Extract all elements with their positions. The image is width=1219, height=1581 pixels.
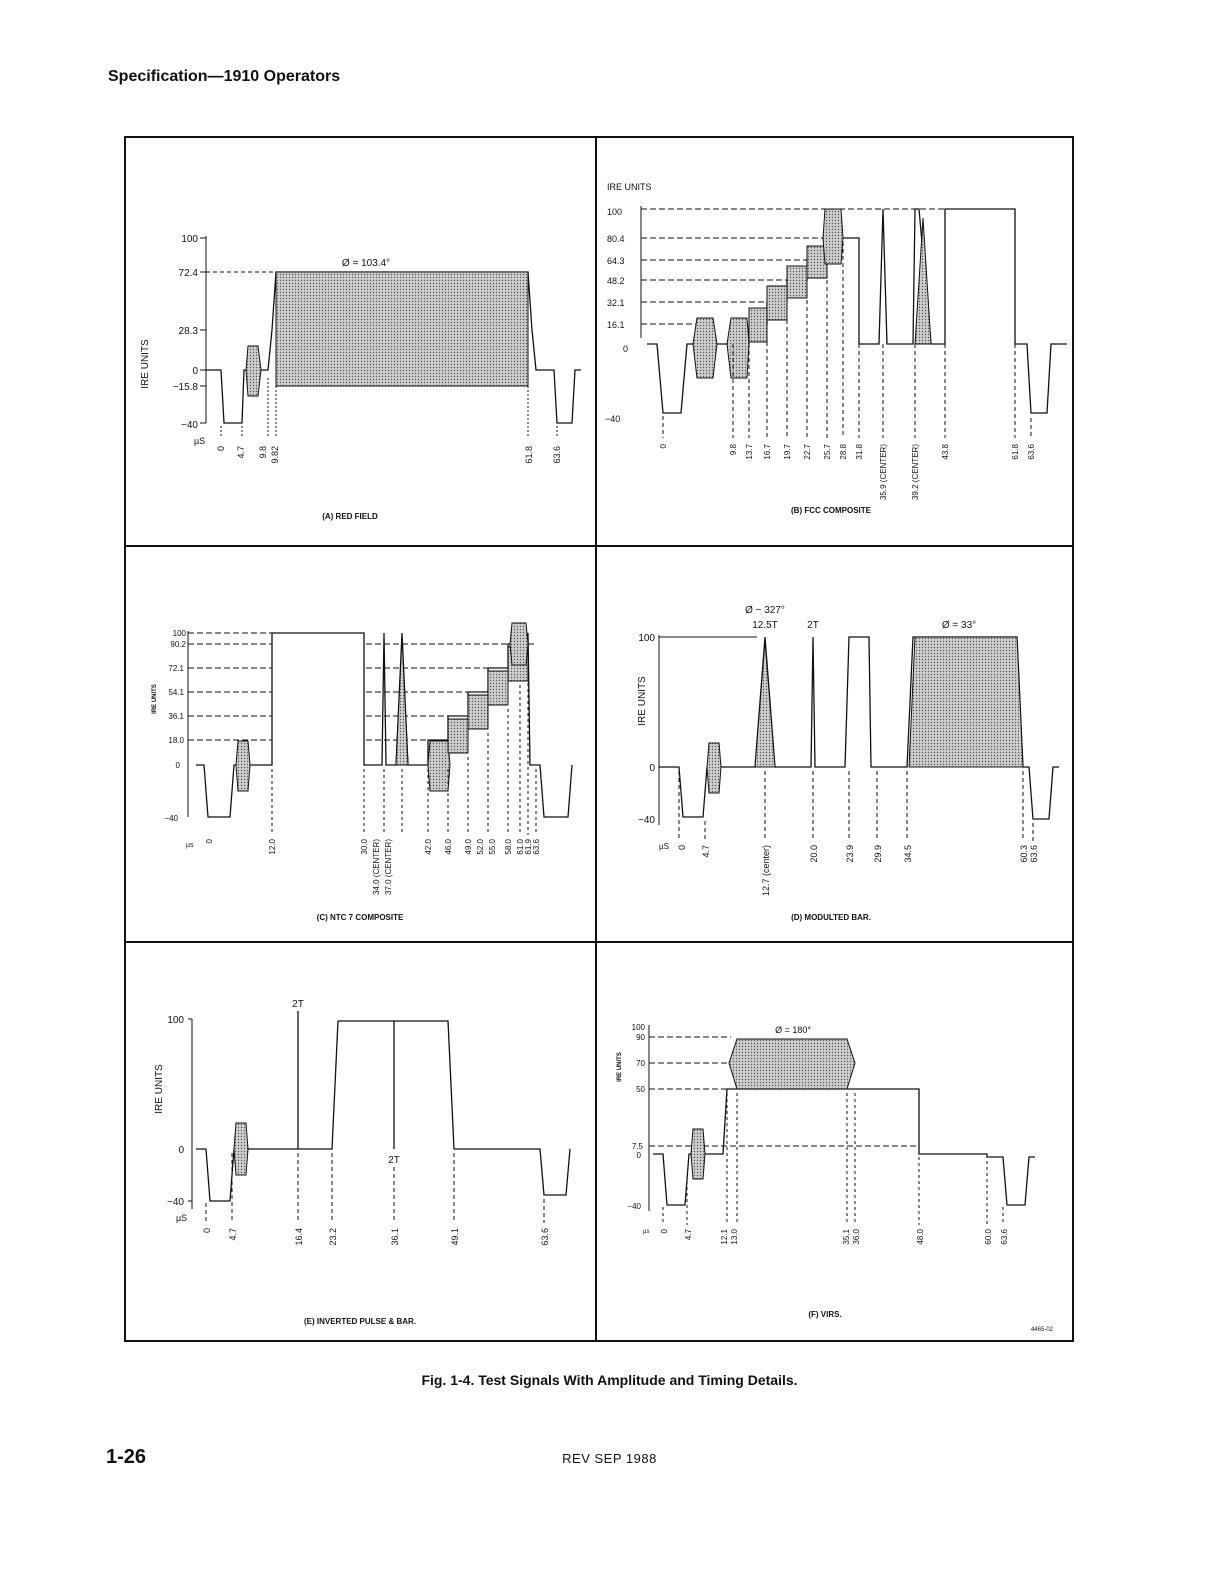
panel-c-ytick-18-0: 18.0 (168, 736, 184, 745)
panel-b-xtick-61-8: 61.8 (1011, 444, 1020, 460)
panel-d-phase-label-2: Ø = 33° (941, 620, 977, 631)
panel-e-y-axis-label: IRE UNITS (154, 1064, 165, 1114)
panel-b-xtick-35-9: 35.9 (CENTER) (879, 444, 888, 501)
panel-e-xtick-23-2: 23.2 (328, 1228, 338, 1246)
panel-e-xtick-63-6: 63.6 (540, 1228, 550, 1246)
panel-f-x-unit: µs (643, 1229, 650, 1235)
panel-c-xtick-37-0: 37.0 (CENTER) (384, 839, 393, 896)
panel-f-xtick-48-0: 48.0 (916, 1229, 925, 1245)
panel-e-xtick-4-7: 4.7 (228, 1228, 238, 1241)
panel-d-phase-label-1: Ø − 327° (745, 605, 785, 616)
panel-b-ytick-48-2: 48.2 (607, 276, 625, 286)
panel-a-xtick-0: 0 (216, 446, 226, 452)
page-number: 1-26 (106, 1446, 147, 1468)
panel-f-xtick-35-1: 35.1 (842, 1229, 851, 1245)
panel-d-xtick-23-9: 23.9 (845, 845, 855, 863)
panel-c-ytick-neg40: −40 (164, 814, 178, 823)
panel-b-xtick-9-8: 9.8 (729, 444, 738, 456)
panel-d-xtick-4-7: 4.7 (701, 845, 711, 858)
figure-frame (124, 136, 1074, 1342)
panel-c-title: (C) NTC 7 COMPOSITE (316, 913, 404, 922)
panel-b-xtick-28-8: 28.8 (839, 444, 848, 460)
panel-d-xtick-29-9: 29.9 (873, 845, 883, 863)
panel-d-xtick-0: 0 (677, 845, 687, 851)
panel-b-xtick-0: 0 (659, 444, 668, 449)
panel-c-xtick-58-0: 58.0 (504, 839, 513, 855)
panel-f-xtick-36-0: 36.0 (852, 1229, 861, 1245)
panel-c-ytick-72-1: 72.1 (168, 664, 184, 673)
panel-b-y-axis-label: IRE UNITS (607, 182, 652, 192)
panel-d-ytick-neg40: −40 (638, 815, 655, 826)
panel-a-ytick-100: 100 (181, 234, 198, 245)
panel-f-virs (597, 943, 1074, 1342)
page-header: Specification—1910 Operators (108, 68, 341, 85)
panel-c-xtick-61-9: 61.9 (524, 839, 533, 855)
panel-c-ytick-54-1: 54.1 (168, 688, 184, 697)
panel-f-ytick-90: 90 (636, 1033, 645, 1042)
panel-a-ytick-neg40: −40 (181, 420, 198, 431)
panel-f-xtick-4-7: 4.7 (684, 1229, 693, 1241)
panel-c-x-unit: µs (186, 842, 194, 849)
panel-c-ntc7-composite (126, 547, 595, 941)
panel-f-xtick-13-0: 13.0 (730, 1229, 739, 1245)
panel-c-xtick-46-0: 46.0 (444, 839, 453, 855)
figure-caption: Fig. 1-4. Test Signals With Amplitude and Timing Details. (421, 1372, 798, 1388)
panel-e-ytick-100: 100 (167, 1015, 184, 1026)
panel-c-xtick-30-0: 30.0 (360, 839, 369, 855)
panel-d-x-unit: µS (659, 842, 669, 851)
panel-a-title: (A) RED FIELD (322, 512, 378, 521)
panel-e-xtick-0: 0 (202, 1228, 212, 1234)
panel-c-ytick-0: 0 (175, 761, 180, 770)
panel-e-title: (E) INVERTED PULSE & BAR. (303, 1317, 417, 1326)
panel-f-ytick-neg40: −40 (627, 1202, 641, 1211)
panel-b-xtick-63-6: 63.6 (1027, 444, 1036, 460)
panel-b-xtick-19-7: 19.7 (783, 444, 792, 460)
panel-f-drawing-number: 4465-02 (1030, 1327, 1053, 1333)
panel-f-ytick-0: 0 (636, 1151, 641, 1160)
panel-f-phase-label: Ø = 180° (775, 1025, 811, 1035)
panel-f-ytick-70: 70 (636, 1059, 645, 1068)
panel-d-pulse-label-2t: 2T (807, 620, 819, 631)
panel-a-chroma-bar (276, 272, 528, 386)
panel-d-xtick-12-7: 12.7 (center) (761, 845, 771, 897)
panel-b-xtick-31-8: 31.8 (855, 444, 864, 460)
panel-c-xtick-0: 0 (205, 839, 214, 844)
panel-f-xtick-63-6: 63.6 (1000, 1229, 1009, 1245)
panel-f-y-axis-label: IRE UNITS (617, 1052, 623, 1082)
panel-a-xtick-61-8: 61.8 (524, 446, 534, 464)
panel-f-ytick-50: 50 (636, 1085, 645, 1094)
panel-f-xtick-60-0: 60.0 (984, 1229, 993, 1245)
panel-a-x-unit: µS (194, 436, 206, 446)
panel-f-xtick-12-1: 12.1 (720, 1229, 729, 1245)
panel-a-xtick-9-8: 9.8 (258, 446, 268, 459)
panel-e-ytick-0: 0 (178, 1145, 184, 1156)
panel-d-pulse-label-12-5t: 12.5T (752, 620, 778, 631)
panel-b-ytick-100: 100 (607, 207, 623, 217)
panel-e-inverted-pulse-bar (126, 943, 595, 1342)
panel-d-ytick-100: 100 (638, 633, 655, 644)
panel-c-xtick-42-0: 42.0 (424, 839, 433, 855)
panel-a-red-field (126, 138, 595, 545)
panel-b-title: (B) FCC COMPOSITE (791, 506, 871, 515)
panel-b-xtick-16-7: 16.7 (763, 444, 772, 460)
panel-c-xtick-63-6: 63.6 (532, 839, 541, 855)
panel-e-xtick-49-1: 49.1 (450, 1228, 460, 1246)
panel-d-title: (D) MODULTED BAR. (791, 913, 871, 922)
panel-a-ytick-neg15-8: −15.8 (172, 382, 198, 393)
panel-b-ytick-80-4: 80.4 (607, 234, 625, 244)
panel-b-fcc-composite (597, 138, 1074, 545)
panel-b-ytick-64-3: 64.3 (607, 256, 625, 266)
panel-b-ytick-16-1: 16.1 (607, 320, 625, 330)
panel-b-ytick-32-1: 32.1 (607, 298, 625, 308)
panel-a-ytick-0: 0 (192, 366, 198, 377)
panel-a-xtick-9-82: 9.82 (270, 446, 280, 464)
panel-c-ytick-100: 100 (172, 629, 186, 638)
panel-f-xtick-0: 0 (660, 1229, 669, 1234)
panel-d-modulated-bar (597, 547, 1074, 941)
panel-e-pulse-label-top: 2T (292, 999, 304, 1010)
panel-d-xtick-34-5: 34.5 (903, 845, 913, 863)
panel-b-xtick-22-7: 22.7 (803, 444, 812, 460)
panel-b-xtick-13-7: 13.7 (745, 444, 754, 460)
panel-d-ytick-0: 0 (649, 763, 655, 774)
panel-b-xtick-43-8: 43.8 (941, 444, 950, 460)
panel-a-xtick-4-7: 4.7 (236, 446, 246, 459)
panel-b-xtick-39-2: 39.2 (CENTER) (911, 444, 920, 501)
panel-a-y-axis-label: IRE UNITS (140, 339, 151, 389)
panel-c-xtick-52-0: 52.0 (476, 839, 485, 855)
panel-c-xtick-49-0: 49.0 (464, 839, 473, 855)
panel-c-xtick-34-0: 34.0 (CENTER) (372, 839, 381, 896)
panel-f-ytick-100: 100 (631, 1023, 645, 1032)
panel-c-ytick-90-2: 90.2 (170, 640, 186, 649)
panel-e-x-unit: µS (176, 1213, 188, 1223)
panel-a-ytick-72-4: 72.4 (178, 268, 198, 279)
panel-d-y-axis-label: IRE UNITS (637, 676, 648, 726)
panel-b-xtick-25-7: 25.7 (823, 444, 832, 460)
panel-b-ytick-0: 0 (623, 344, 629, 354)
panel-a-ytick-28-3: 28.3 (178, 326, 198, 337)
panel-e-xtick-16-4: 16.4 (294, 1228, 304, 1246)
panel-e-ytick-neg40: −40 (167, 1197, 184, 1208)
panel-b-ytick-neg40: −40 (605, 414, 621, 424)
panel-a-xtick-63-6: 63.6 (552, 446, 562, 464)
panel-f-ytick-7-5: 7.5 (631, 1142, 643, 1151)
panel-e-xtick-36-1: 36.1 (390, 1228, 400, 1246)
panel-d-xtick-63-6: 63.6 (1029, 845, 1039, 863)
panel-c-xtick-12-0: 12.0 (268, 839, 277, 855)
panel-c-xtick-61-0: 61.0 (516, 839, 525, 855)
panel-d-xtick-60-3: 60.3 (1019, 845, 1029, 863)
panel-f-title: (F) VIRS. (808, 1310, 842, 1319)
panel-e-pulse-label-bottom: 2T (388, 1155, 400, 1166)
panel-c-ytick-36-1: 36.1 (168, 712, 184, 721)
panel-c-xtick-55-0: 55.0 (488, 839, 497, 855)
revision-date: REV SEP 1988 (562, 1451, 657, 1466)
panel-c-y-axis-label: IRE UNITS (152, 684, 158, 714)
panel-d-xtick-20-0: 20.0 (809, 845, 819, 863)
panel-a-phase-label: Ø = 103.4° (341, 258, 391, 269)
